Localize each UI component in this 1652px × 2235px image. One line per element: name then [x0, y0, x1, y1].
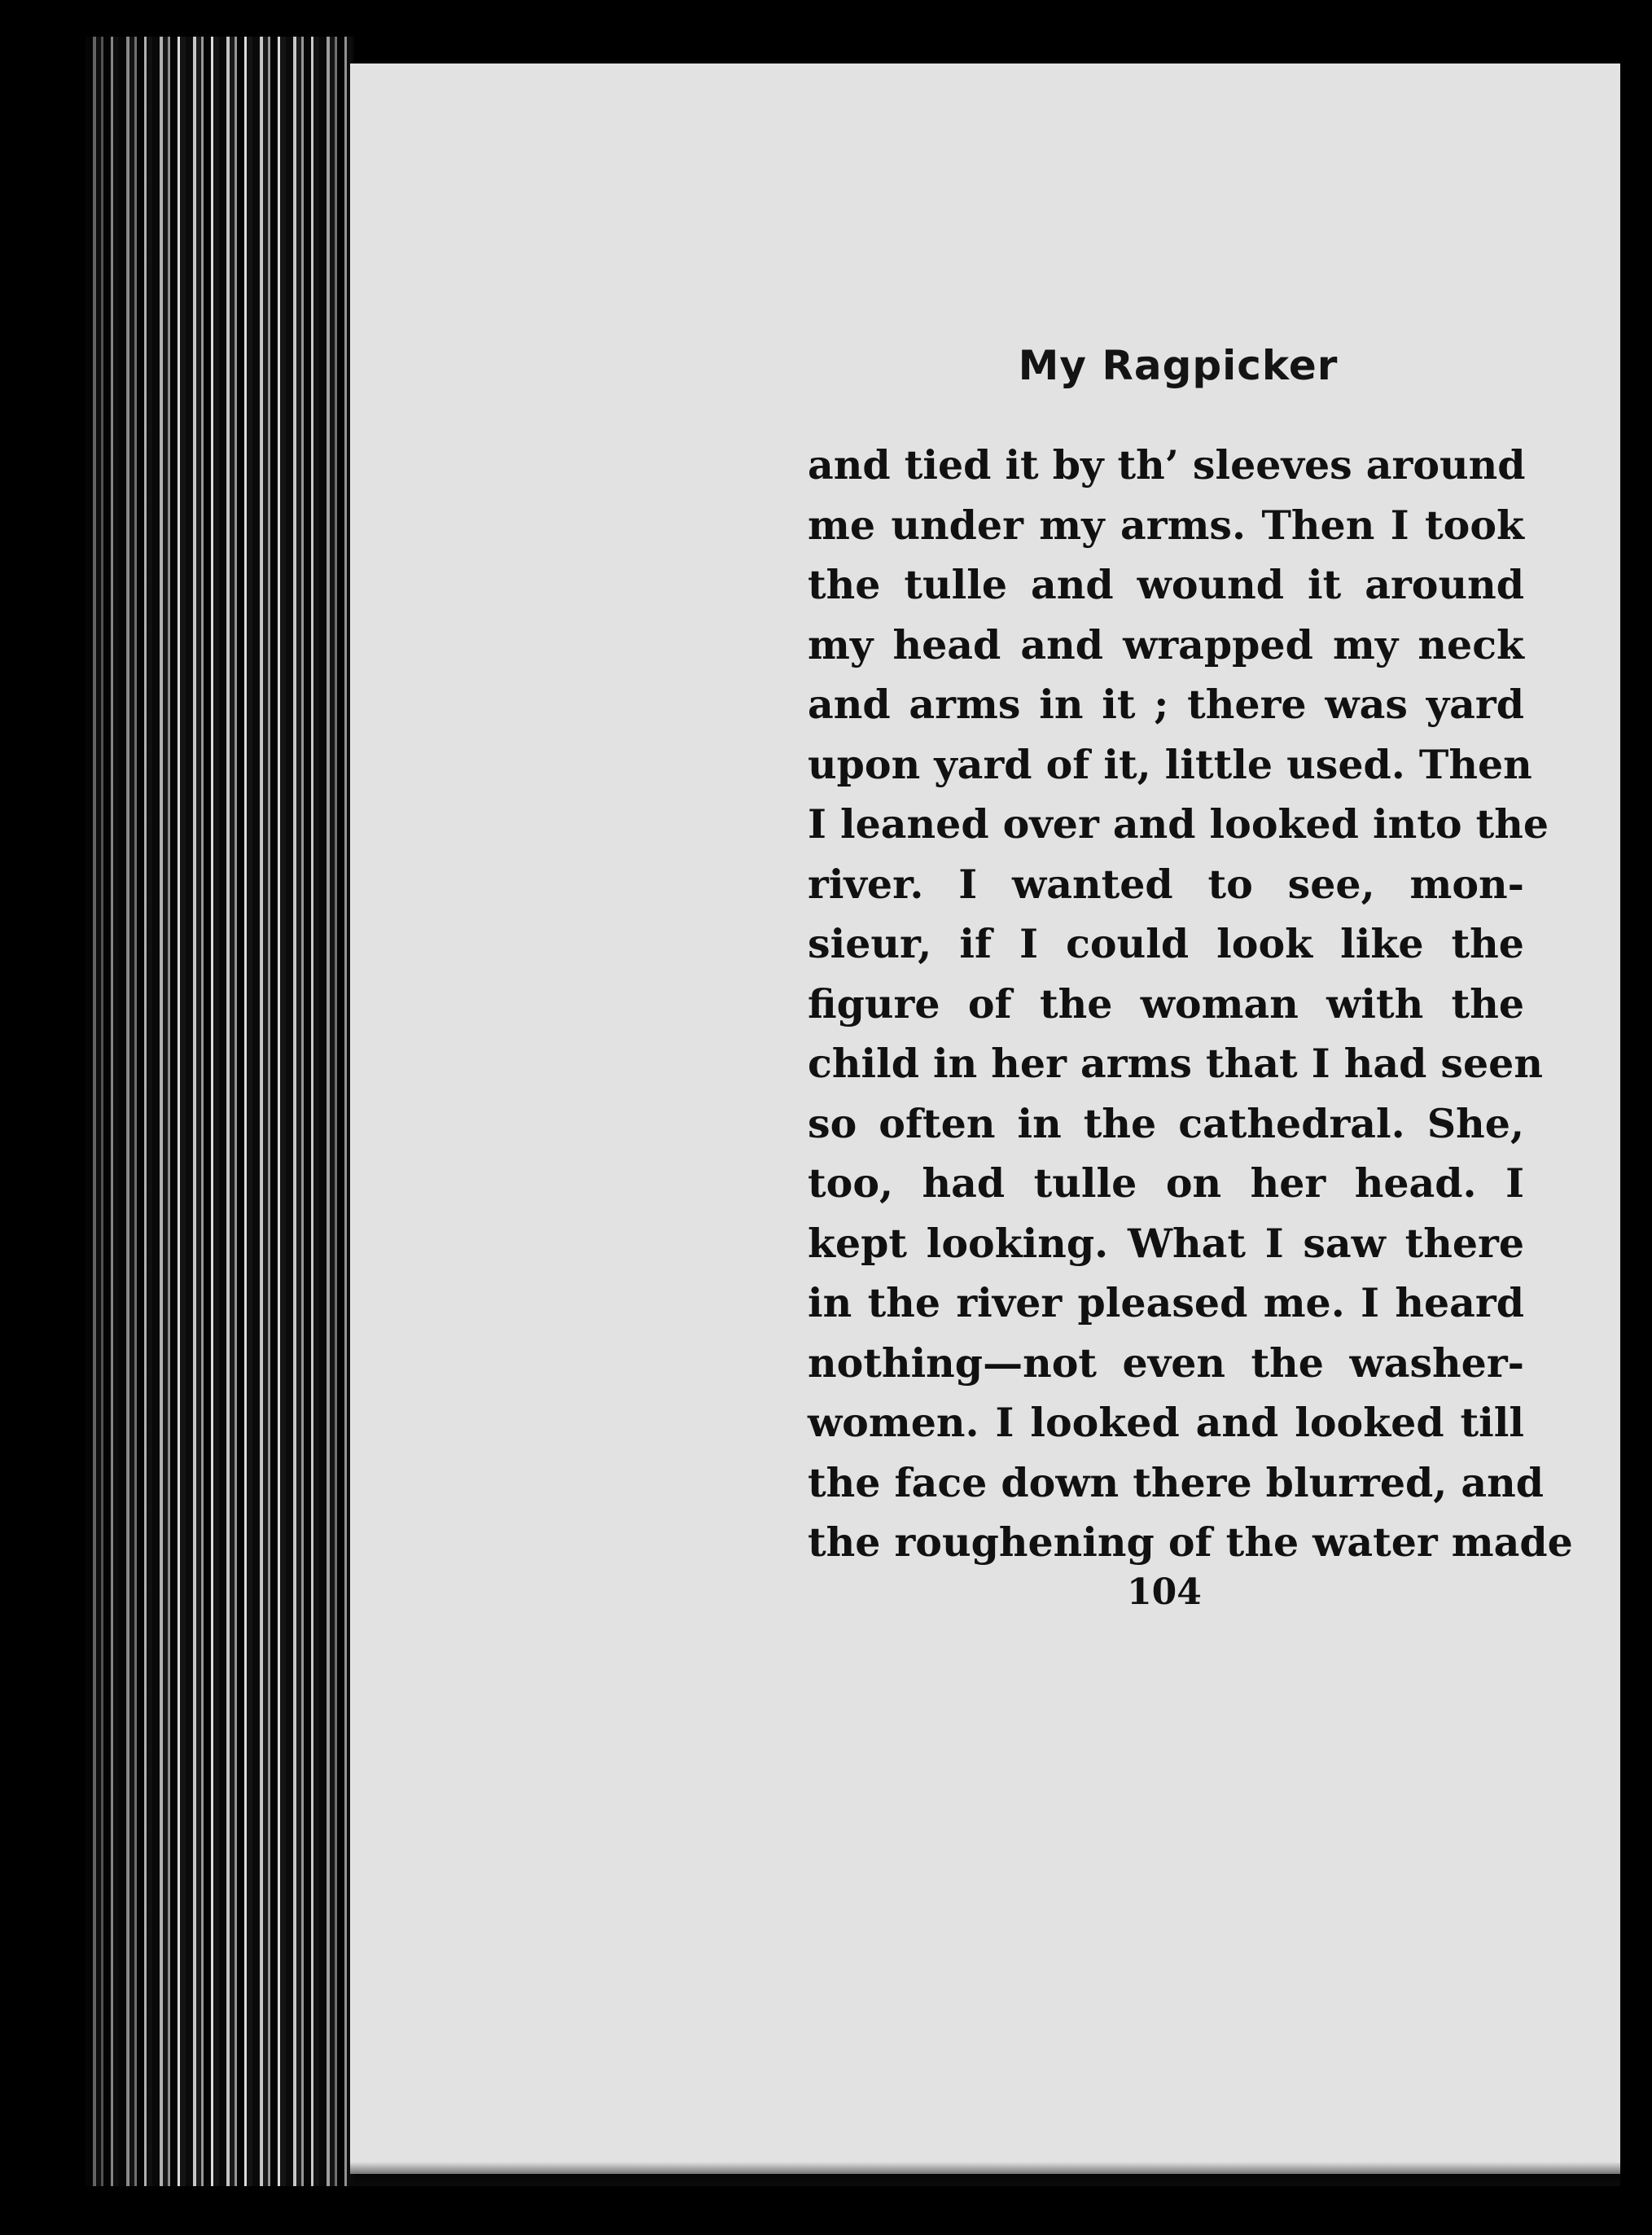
- text-line: child in her arms that I had seen: [808, 1040, 1543, 1087]
- text-line: and arms in it ; there was yard: [808, 681, 1524, 728]
- text-line: kept looking. What I saw there: [808, 1219, 1524, 1267]
- book-page-edges: [85, 37, 354, 2186]
- text-line: upon yard of it, little used. Then: [808, 740, 1532, 788]
- text-line: too, had tulle on her head. I: [808, 1159, 1524, 1207]
- body-text: [808, 436, 1573, 1573]
- text-line: the tulle and wound it around: [808, 561, 1524, 608]
- text-line: nothing—not even the washer-: [808, 1339, 1524, 1387]
- page-bottom-shadow: [350, 2162, 1620, 2186]
- text-line: so often in the cathedral. She,: [808, 1099, 1524, 1147]
- text-line: in the river pleased me. I heard: [808, 1279, 1524, 1326]
- text-line: I leaned over and looked into the: [808, 800, 1549, 848]
- text-line: me under my arms. Then I took: [808, 501, 1524, 549]
- page-number: 104: [1127, 1571, 1202, 1613]
- running-head: My Ragpicker: [1018, 342, 1339, 389]
- text-line: sieur, if I could look like the: [808, 920, 1524, 967]
- text-line: figure of the woman with the: [808, 979, 1524, 1028]
- text-line: the roughening of the water made: [808, 1518, 1573, 1566]
- text-line: women. I looked and looked till: [808, 1399, 1524, 1446]
- text-line: the face down there blurred, and: [808, 1458, 1545, 1506]
- text-line: and tied it by th’ sleeves around: [808, 441, 1526, 489]
- text-line: my head and wrapped my neck: [808, 620, 1524, 668]
- text-line: river. I wanted to see, mon-: [808, 860, 1524, 908]
